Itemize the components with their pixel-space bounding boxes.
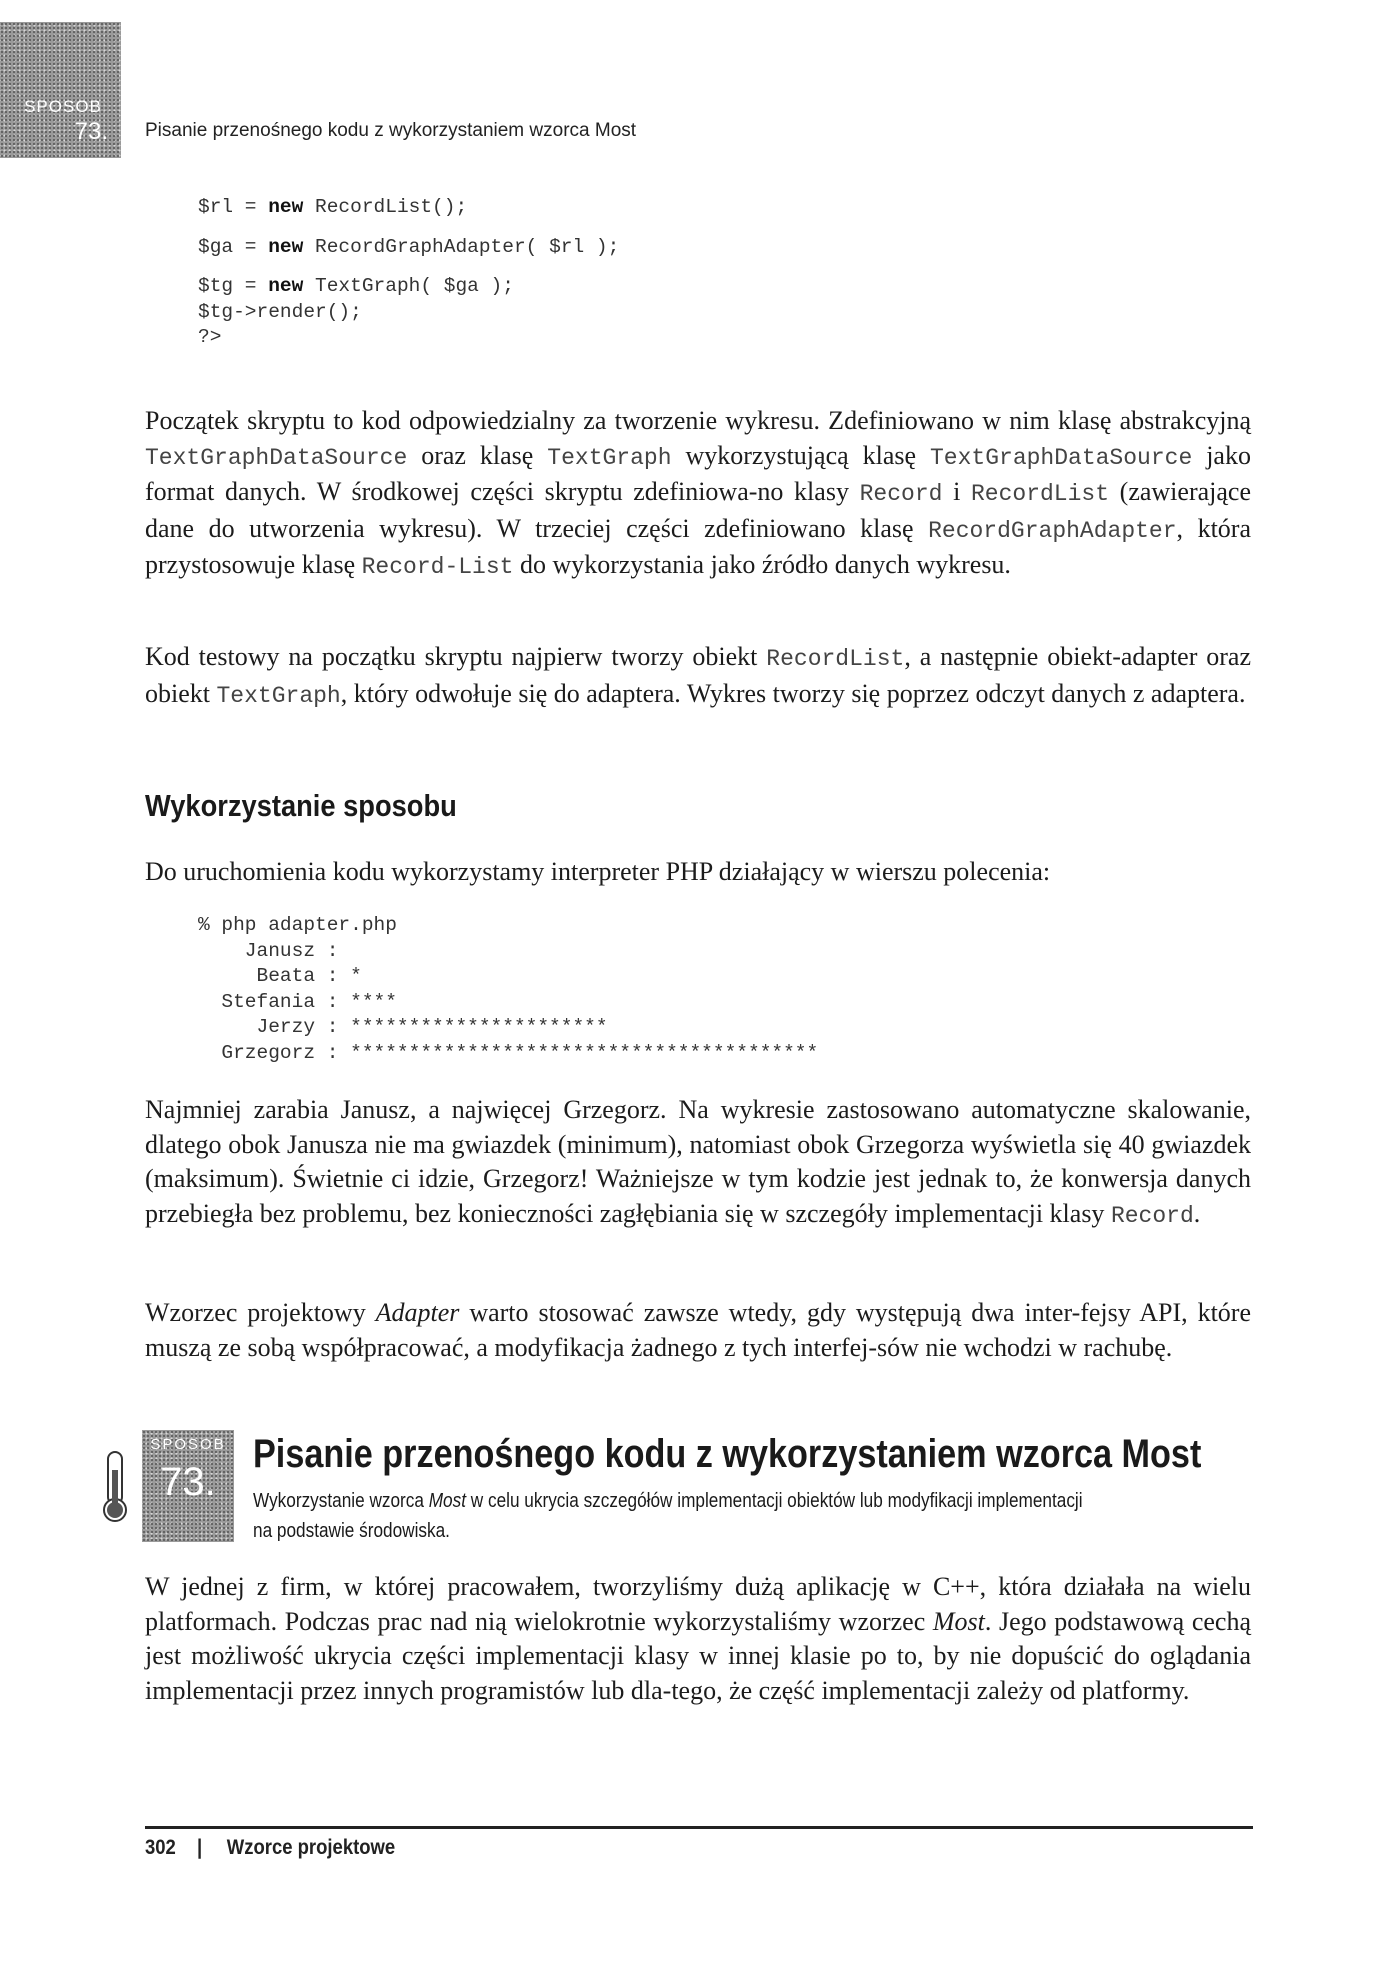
- text-run: wykorzystującą klasę: [671, 440, 930, 470]
- text-run: , która przystosowuje klasę: [145, 513, 1251, 579]
- thermometer-icon: [100, 1450, 130, 1524]
- code-keyword: new: [268, 235, 304, 258]
- code-term: RecordList: [970, 481, 1110, 507]
- running-hack-badge: [0, 22, 121, 158]
- code-line: $tg->render();: [198, 300, 362, 323]
- code-term: TextGraph: [216, 682, 341, 709]
- code-line: Jerzy : **********************: [198, 1016, 608, 1038]
- code-term: Record: [1110, 1202, 1194, 1229]
- code-term: TextGraphDataSource: [145, 444, 408, 471]
- code-keyword: new: [268, 196, 304, 218]
- code-term: RecordGraphAdapter: [928, 517, 1177, 544]
- hack-badge-number: 73.: [160, 1460, 216, 1504]
- running-badge-number: 73.: [74, 118, 108, 145]
- code-line: [198, 260, 619, 274]
- code-line: % php adapter.php: [198, 914, 397, 936]
- text-run: Wykorzystanie wzorca: [253, 1490, 429, 1512]
- running-badge-label: SPOSOB: [24, 97, 102, 116]
- text-run: i: [942, 477, 971, 506]
- paragraph-3: [145, 855, 1251, 890]
- hack-title: Pisanie przenośnego kodu z wykorzystaniem wzorca Most: [253, 1432, 1202, 1476]
- italic-term: Most: [428, 1490, 466, 1512]
- code-line: $tg = new TextGraph( $ga );: [198, 275, 514, 297]
- code-line: $ga = new RecordGraphAdapter( $rl );: [198, 235, 620, 258]
- code-line: $rl = new RecordList();: [198, 196, 468, 218]
- text-run: Do uruchomienia kodu wykorzystamy interpreter PHP działający w wierszu polecenia:: [145, 857, 1051, 886]
- text-run: Kod testowy na początku skryptu najpierw tworzy obiekt: [145, 642, 767, 671]
- hack-subtitle: [253, 1486, 1096, 1546]
- paragraph-5: [145, 1296, 1251, 1365]
- footer-rule: [145, 1826, 1253, 1829]
- section-heading: Wykorzystanie sposobu: [145, 788, 457, 823]
- code-block-1: [198, 195, 619, 351]
- code-keyword: new: [268, 275, 304, 297]
- code-term: Record: [859, 481, 943, 507]
- code-line: Janusz :: [198, 939, 339, 962]
- text-run: W jednej z firm, w której pracowałem, tworzyliśmy dużą aplikację w C++, która działała na wielu platformach. Podczas prac nad nią wielokrotnie wykorzystaliśmy wzorzec: [145, 1572, 1251, 1636]
- page-number: 302: [145, 1836, 176, 1859]
- text-run: (zawierające dane do utworzenia wykresu). W trzeciej części zdefiniowano klasę: [145, 477, 1251, 543]
- text-run: , a następnie obiekt-adapter oraz obiekt: [145, 642, 1251, 708]
- footer-separator: |: [196, 1836, 203, 1859]
- code-line: Grzegorz : ****************************************: [198, 1041, 819, 1064]
- paragraph-2: [145, 640, 1251, 713]
- book-title: Wzorce projektowe: [226, 1836, 396, 1859]
- hack-badge-label: SPOSOB: [150, 1436, 226, 1453]
- text-run: Początek skryptu to kod odpowiedzialny za tworzenie wykresu. Zdefiniowano w nim klasę abstrakcyjną: [145, 406, 1251, 435]
- paragraph-4: [145, 1093, 1251, 1233]
- footer: [145, 1836, 395, 1860]
- text-run: warto stosować zawsze wtedy, gdy występują dwa inter-fejsy API, które muszą ze sobą współpracować, a modyfikacja żadnego z tych interfej-sów nie wchodzi w rachubę.: [145, 1298, 1252, 1362]
- code-term: Record-List: [361, 554, 514, 580]
- text-run: jako format danych. W środkowej części skryptu zdefiniowa-no klasy: [145, 440, 1251, 506]
- italic-term: Most: [932, 1606, 985, 1636]
- code-line: Beata : *: [198, 965, 362, 987]
- text-run: w celu ukrycia szczegółów implementacji obiektów lub modyfikacji implementacji na podstawie środowiska.: [253, 1490, 1083, 1542]
- text-run: .: [1193, 1198, 1201, 1228]
- code-line: ?>: [198, 326, 222, 348]
- italic-term: Adapter: [375, 1298, 460, 1327]
- code-term: RecordList: [766, 646, 905, 672]
- text-run: oraz klasę: [407, 440, 548, 470]
- code-term: TextGraphDataSource: [930, 444, 1193, 471]
- hack-badge: [142, 1430, 234, 1542]
- running-header: Pisanie przenośnego kodu z wykorzystaniem wzorca Most: [145, 120, 637, 141]
- paragraph-1: [145, 404, 1251, 585]
- code-line: Stefania : ****: [198, 990, 397, 1013]
- text-run: do wykorzystania jako źródło danych wykresu.: [513, 550, 1011, 579]
- paragraph-6: [145, 1570, 1251, 1708]
- code-line: [198, 221, 619, 235]
- text-run: , który odwołuje się do adaptera. Wykres tworzy się poprzez odczyt danych z adaptera.: [340, 678, 1246, 708]
- code-term: TextGraph: [547, 444, 672, 471]
- text-run: Wzorzec projektowy: [145, 1298, 376, 1327]
- text-run: Najmniej zarabia Janusz, a najwięcej Grzegorz. Na wykresie zastosowano automatyczne skalowanie, dlatego obok Janusza nie ma gwiazdek (minimum), natomiast obok Grzegorza wyświetla się 40 gwiazdek (maksimum). Świetnie ci idzie, Grzegorz! Ważniejsze w tym kodzie jest jednak to, że konwersja danych przebiegła bez problemu, bez konieczności zagłębiania się w szczegóły implementacji klasy: [145, 1095, 1251, 1228]
- text-run: . Jego podstawową cechą jest możliwość ukrycia części implementacji klasy w innej klasie po to, by nie dopuścić do oglądania implementacji przez innych programistów lub dla-tego, że część implementacji zależy od platformy.: [145, 1606, 1251, 1705]
- code-block-2: [198, 913, 818, 1066]
